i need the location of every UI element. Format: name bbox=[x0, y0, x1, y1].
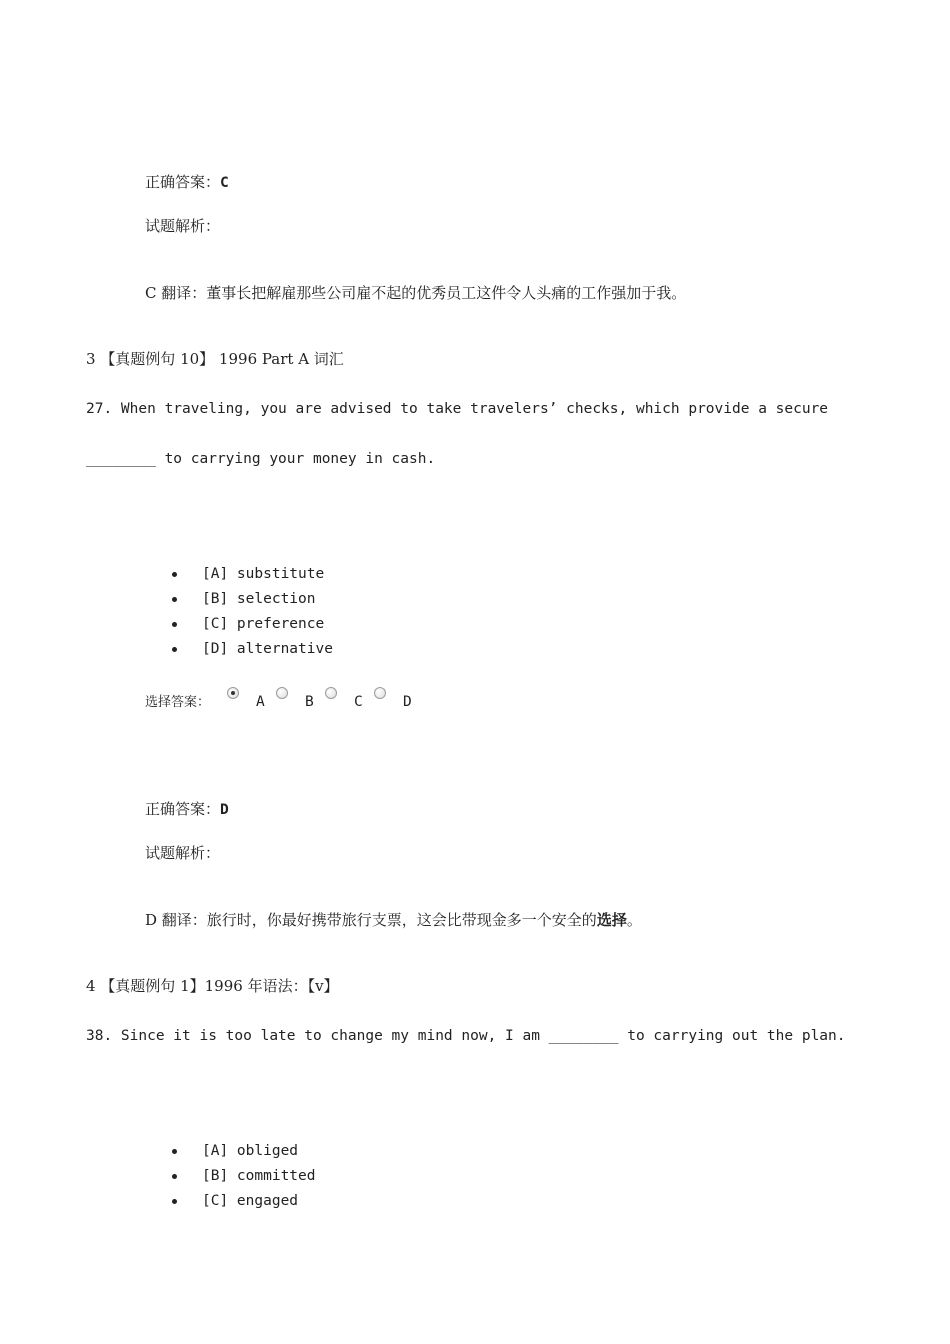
question-3-stem-line-2: ________ to carrying your money in cash. bbox=[86, 451, 436, 467]
select-answer-label: 选择答案： bbox=[145, 695, 211, 710]
correct-answer-label: 正确答案： bbox=[145, 173, 221, 191]
translation-bold-word: 选择 bbox=[596, 911, 627, 929]
translation-text: 旅行时，你最好携带旅行支票，这会比带现金多一个安全的 bbox=[206, 911, 597, 929]
analysis-label: 试题解析： bbox=[145, 844, 221, 862]
radio-c-label: C bbox=[354, 694, 363, 710]
translation-prefix: D 翻译： bbox=[145, 911, 207, 929]
question-4-heading: 4 【真题例句 1】1996 年语法：【v】 bbox=[86, 977, 339, 995]
bullet-icon bbox=[172, 1199, 177, 1204]
bullet-icon bbox=[172, 622, 177, 627]
bullet-icon bbox=[172, 1149, 177, 1154]
radio-d[interactable] bbox=[374, 687, 386, 699]
correct-answer-line bbox=[145, 799, 229, 820]
translation-end: 。 bbox=[626, 911, 642, 929]
question-4-option: [A] obliged bbox=[202, 1143, 299, 1159]
bullet-icon bbox=[172, 647, 177, 652]
question-3-option: [A] substitute bbox=[202, 566, 325, 582]
radio-c[interactable] bbox=[325, 687, 337, 699]
question-4-option: [B] committed bbox=[202, 1168, 316, 1184]
radio-a-label: A bbox=[256, 694, 265, 710]
translation-line bbox=[145, 910, 642, 930]
question-4-option: [C] engaged bbox=[202, 1193, 299, 1209]
correct-answer-line bbox=[145, 172, 229, 193]
bullet-icon bbox=[172, 572, 177, 577]
bullet-icon bbox=[172, 1174, 177, 1179]
translation-line bbox=[145, 283, 686, 303]
question-3-option: [D] alternative bbox=[202, 641, 333, 657]
radio-b-label: B bbox=[305, 694, 314, 710]
translation-text: 董事长把解雇那些公司雇不起的优秀员工这件令人头痛的工作强加于我。 bbox=[206, 284, 687, 302]
radio-d-label: D bbox=[403, 694, 412, 710]
translation-prefix: C 翻译： bbox=[145, 284, 207, 302]
bullet-icon bbox=[172, 597, 177, 602]
correct-answer-value: D bbox=[220, 802, 229, 818]
radio-b[interactable] bbox=[276, 687, 288, 699]
question-4-stem: 38. Since it is too late to change my mind now, I am ________ to carrying out the plan. bbox=[86, 1028, 846, 1044]
question-3-stem-line-1: 27. When traveling, you are advised to take travelers’ checks, which provide a secure bbox=[86, 401, 829, 417]
question-3-option: [C] preference bbox=[202, 616, 325, 632]
question-3-option: [B] selection bbox=[202, 591, 316, 607]
correct-answer-label: 正确答案： bbox=[145, 800, 221, 818]
analysis-label: 试题解析： bbox=[145, 217, 221, 235]
radio-a[interactable] bbox=[227, 687, 239, 699]
correct-answer-value: C bbox=[220, 175, 229, 191]
question-3-heading: 3 【真题例句 10】 1996 Part A 词汇 bbox=[86, 350, 344, 368]
radio-selected-dot-icon bbox=[231, 691, 235, 695]
